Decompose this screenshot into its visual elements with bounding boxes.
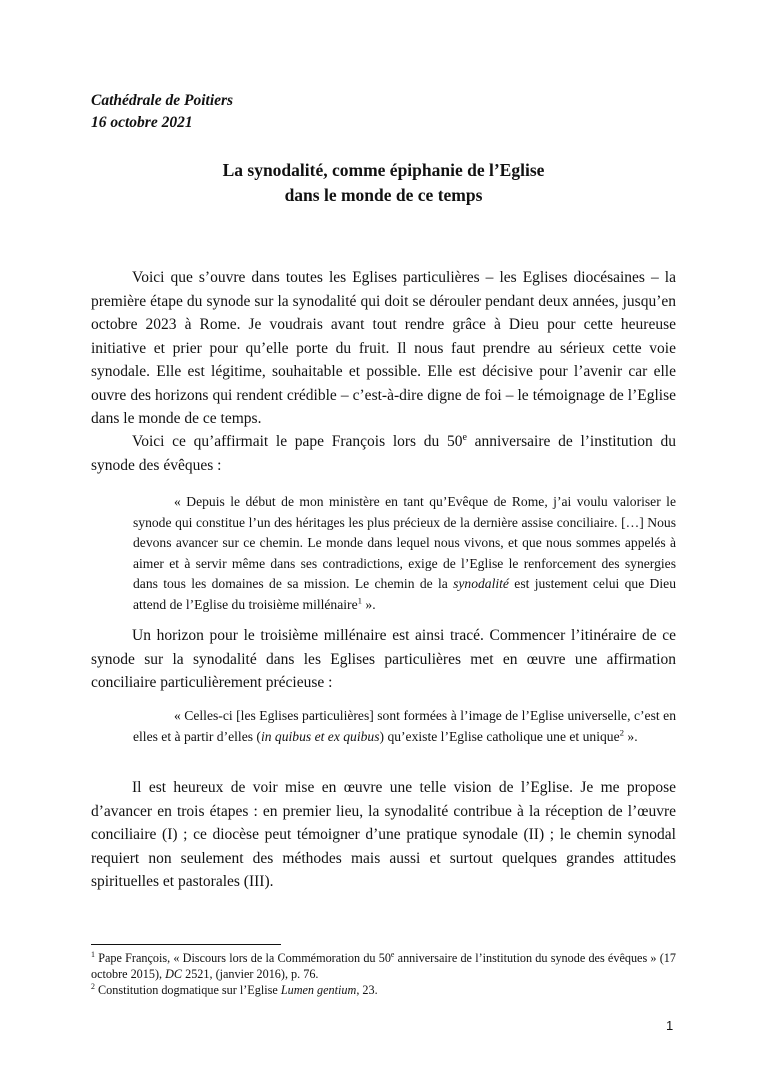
quote-1-italic-term: synodalité [453, 576, 509, 591]
paragraph-3-text: Un horizon pour le troisième millénaire est ainsi tracé. Commencer l’itinéraire de ce synode sur la synodalité dans les Eglises particulières met en œuvre une affirmation conciliaire particulièrement précieuse : [91, 627, 676, 691]
quote-2-close: ». [624, 728, 638, 744]
footnote-1-end: 2521, (janvier 2016), p. 76. [182, 967, 319, 981]
title-line-1: La synodalité, comme épiphanie de l’Eglise [222, 160, 545, 180]
paragraph-2-text [91, 430, 676, 477]
quote-1-start: « Depuis le début de mon ministère en tant qu’Evêque de Rome, j’ai voulu valoriser le synode qui constitue l’un des héritages les plus précieux de la dernière assise conciliaire. […] Nous devons avancer sur ce chemin. Le monde dans lequel nous vivons, et que nous sommes appelés à aimer et à servir même dans ses contradictions, exige de l’Eglise le renforcement des synergies dans tous les domaines de sa mission. Le chemin de la [133, 494, 676, 591]
footnote-2-start: Constitution dogmatique sur l’Eglise [94, 983, 281, 997]
footnote-1-number: 1 [91, 949, 95, 959]
footnote-2-number: 2 [91, 981, 95, 991]
paragraph-4 [91, 776, 676, 894]
quote-2-start: « Celles-ci [les Eglises particulières] sont formées à l’image de l’Eglise universelle, c’est en elles et à partir d’elles ( [133, 708, 676, 744]
quote-1-end: est justement celui que Dieu attend de l’Eglise du troisième millénaire [133, 576, 676, 612]
paragraph-1-text: Voici que s’ouvre dans toutes les Eglises particulières – les Eglises diocésaines – la première étape du synode sur la synodalité qui doit se dérouler pendant deux années, jusqu’en octobre 2023 à Rome. Je voudrais avant tout rendre grâce à Dieu pour cette heureuse initiative et prier pour qu’elle porte du fruit. Il nous faut prendre au sérieux cette voie synodale. Elle est légitime, souhaitable et possible. Elle est décisive pour l’avenir car elle ouvre des horizons qui rendent crédible – c’est-à-dire digne de foi – le témoignage de l’Eglise dans le monde de ce temps. [91, 269, 676, 427]
footnote-1 [91, 950, 676, 982]
location-line: Cathédrale de Poitiers [91, 92, 234, 109]
footnotes [91, 950, 676, 998]
quote-2-end: ) qu’existe l’Eglise catholique une et unique [379, 728, 620, 744]
block-quote-2 [133, 706, 676, 747]
footnote-2-italic: Lumen gentium [280, 983, 357, 997]
footnote-1-italic: DC [165, 967, 183, 981]
footnote-1-start: Pape François, « Discours lors de la Commémoration du 50 [94, 951, 391, 965]
page-number: 1 [666, 1018, 674, 1033]
footnote-2 [91, 982, 676, 998]
title-line-2: dans le monde de ce temps [284, 185, 483, 205]
quote-2-italic-term: in quibus et ex quibus [260, 728, 380, 744]
footnote-separator [91, 944, 281, 945]
document-title [91, 158, 676, 208]
quote-2-text [133, 706, 676, 747]
footnote-2-end: , 23. [356, 983, 378, 997]
footnote-1-superscript: e [390, 949, 395, 959]
paragraph-2 [91, 430, 676, 477]
paragraph-1 [91, 266, 676, 431]
block-quote-1 [133, 492, 676, 615]
footnote-ref-1[interactable]: 1 [357, 594, 363, 605]
date-line: 16 octobre 2021 [91, 114, 193, 131]
quote-1-close: ». [362, 596, 376, 612]
paragraph-3 [91, 624, 676, 695]
paragraph-2-text-end: anniversaire de l’institution du synode des évêques : [91, 433, 676, 474]
quote-1-text [133, 492, 676, 615]
paragraph-4-text: Il est heureux de voir mise en œuvre une telle vision de l’Eglise. Je me propose d’avancer en trois étapes : en premier lieu, la synodalité contribue à la réception de l’œuvre conciliaire (I) ; ce diocèse peut témoigner d’une pratique synodale (II) ; le chemin synodal requiert non seulement des méthodes mais aussi et surtout quelques grandes attitudes spirituelles et pastorales (III). [91, 779, 676, 890]
footnote-ref-2[interactable]: 2 [619, 726, 625, 737]
paragraph-2-text-start: Voici ce qu’affirmait le pape François lors du 50 [132, 433, 463, 450]
footnote-1-middle: anniversaire de l’institution du synode des évêques » (17 octobre 2015), [91, 951, 676, 981]
document-header [91, 90, 233, 134]
superscript-e: e [462, 431, 467, 443]
